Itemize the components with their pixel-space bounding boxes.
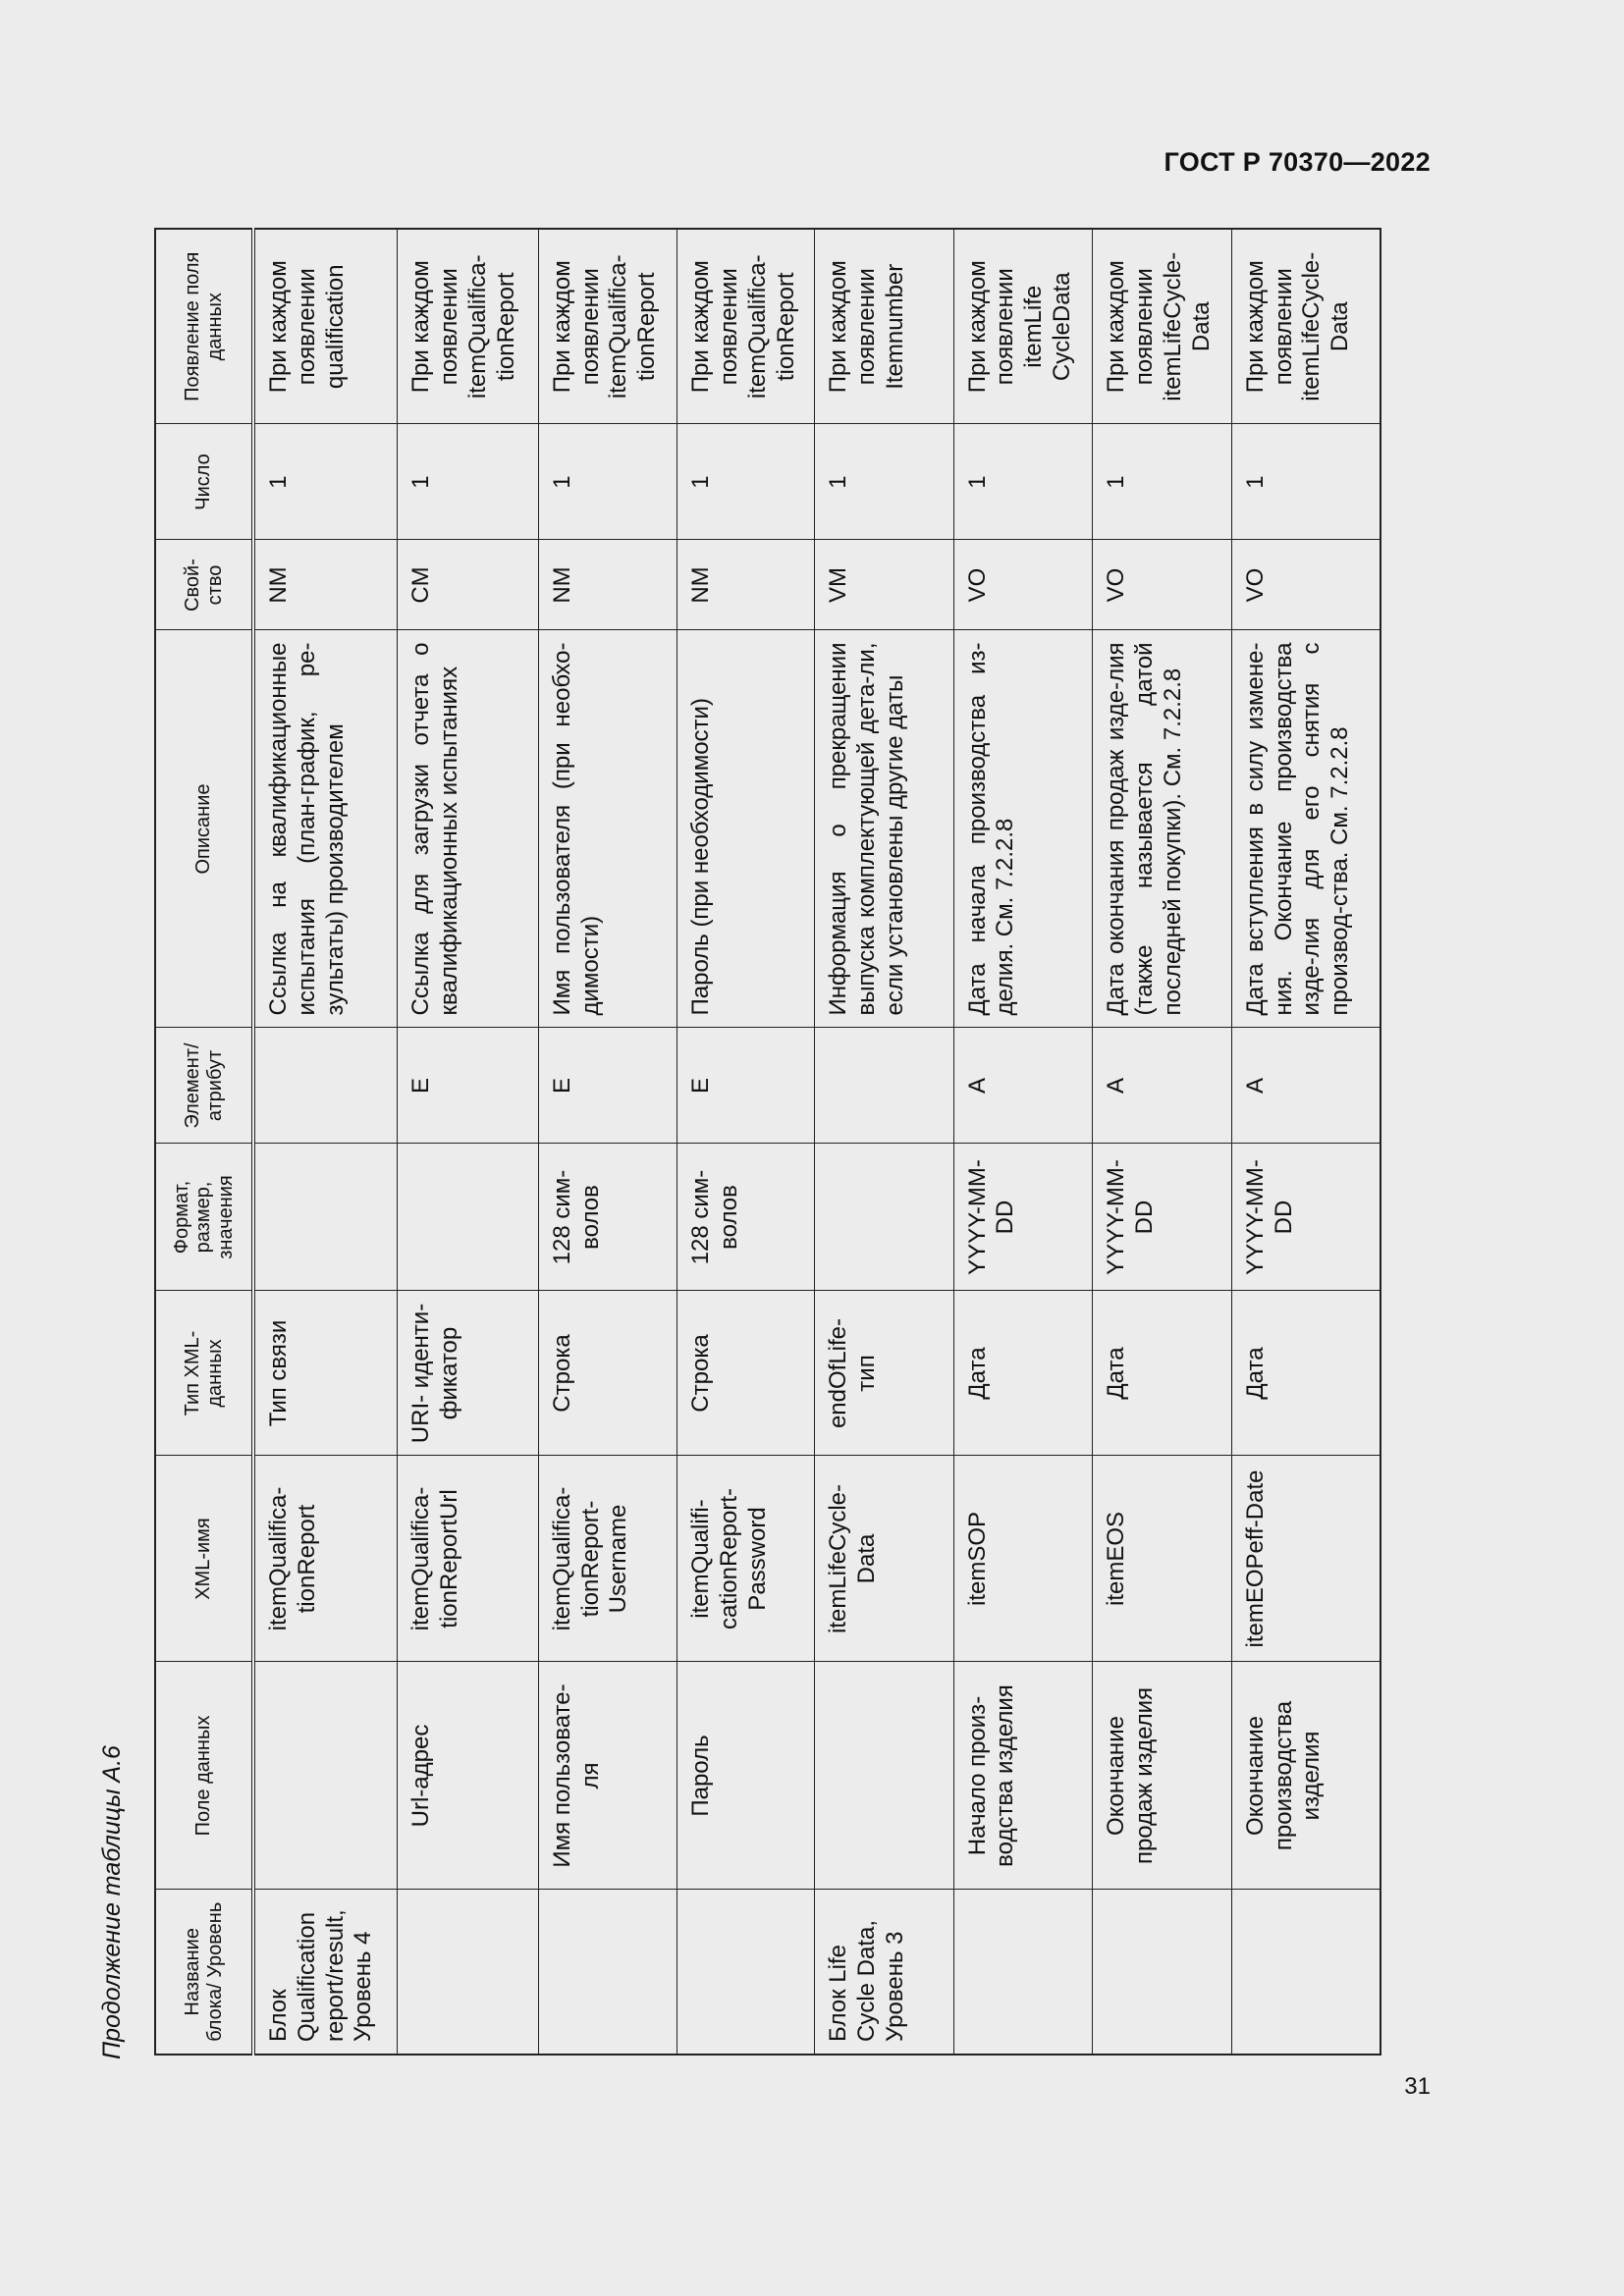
table-body xyxy=(253,229,1380,2055)
cell-format: 128 сим-волов xyxy=(677,1144,815,1291)
cell-xml-name: itemEOPeff-Date xyxy=(1231,1456,1380,1662)
cell-format: YYYY-MM-DD xyxy=(1231,1144,1380,1291)
cell-property: CM xyxy=(398,540,539,630)
cell-count: 1 xyxy=(253,424,398,540)
cell-xml-name: itemEOS xyxy=(1093,1456,1232,1662)
cell-data-field xyxy=(814,1662,953,1890)
cell-format xyxy=(253,1144,398,1291)
cell-format xyxy=(398,1144,539,1291)
table-row xyxy=(1093,229,1232,2055)
table-header-row xyxy=(155,229,253,2055)
header-count: Число xyxy=(155,424,253,540)
cell-property: NM xyxy=(677,540,815,630)
cell-occurrence: При каждом появлении itemLifeCycle-Data xyxy=(1231,229,1380,424)
table-row xyxy=(814,229,953,2055)
cell-element-attribute xyxy=(253,1028,398,1144)
cell-description: Дата вступления в силу измене-ния. Окончание производства изде-лия для его снятия с производ-ства. См. 7.2.2.8 xyxy=(1231,630,1380,1028)
cell-occurrence: При каждом появлении itemLife CycleData xyxy=(953,229,1093,424)
cell-count: 1 xyxy=(398,424,539,540)
cell-description: Дата окончания продаж изде-лия (также называется датой последней покупки). См. 7.2.2.8 xyxy=(1093,630,1232,1028)
header-data-field: Поле данных xyxy=(155,1662,253,1890)
cell-count: 1 xyxy=(538,424,677,540)
cell-format: YYYY-MM-DD xyxy=(953,1144,1093,1291)
table-row xyxy=(953,229,1093,2055)
cell-xml-type: URI- иденти-фикатор xyxy=(398,1291,539,1456)
cell-xml-name: itemLifeCycle-Data xyxy=(814,1456,953,1662)
cell-property: NM xyxy=(253,540,398,630)
cell-xml-type: Строка xyxy=(677,1291,815,1456)
cell-xml-name: itemSOP xyxy=(953,1456,1093,1662)
header-description: Описание xyxy=(155,630,253,1028)
cell-format: 128 сим-волов xyxy=(538,1144,677,1291)
cell-description: Ссылка для загрузки отчета о квалификационных испытаниях xyxy=(398,630,539,1028)
header-xml-name: XML-имя xyxy=(155,1456,253,1662)
cell-format xyxy=(814,1144,953,1291)
cell-element-attribute: E xyxy=(538,1028,677,1144)
table-row xyxy=(677,229,815,2055)
cell-data-field xyxy=(253,1662,398,1890)
cell-occurrence: При каждом появлении Itemnumber xyxy=(814,229,953,424)
cell-occurrence: При каждом появлении itemQualifica-tionReport xyxy=(538,229,677,424)
table-row xyxy=(398,229,539,2055)
cell-block-level xyxy=(1231,1890,1380,2055)
header-element-attribute: Элемент/ атрибут xyxy=(155,1028,253,1144)
cell-xml-type: Дата xyxy=(1093,1291,1232,1456)
page-number: 31 xyxy=(1404,2073,1431,2100)
cell-data-field: Окончание производства изделия xyxy=(1231,1662,1380,1890)
cell-property: VO xyxy=(953,540,1093,630)
cell-block-level xyxy=(953,1890,1093,2055)
cell-block-level xyxy=(677,1890,815,2055)
cell-property: VM xyxy=(814,540,953,630)
cell-occurrence: При каждом появлении itemLifeCycle-Data xyxy=(1093,229,1232,424)
cell-occurrence: При каждом появлении itemQualifica-tionReport xyxy=(398,229,539,424)
cell-occurrence: При каждом появлении qualification xyxy=(253,229,398,424)
table-row xyxy=(253,229,398,2055)
cell-property: NM xyxy=(538,540,677,630)
header-block-level: Название блока/ Уровень xyxy=(155,1890,253,2055)
cell-element-attribute: A xyxy=(1231,1028,1380,1144)
cell-xml-type: Строка xyxy=(538,1291,677,1456)
cell-element-attribute: E xyxy=(398,1028,539,1144)
cell-description: Информация о прекращении выпуска комплектующей дета-ли, если установлены другие даты xyxy=(814,630,953,1028)
cell-description: Пароль (при необходимости) xyxy=(677,630,815,1028)
cell-data-field: Имя пользовате-ля xyxy=(538,1662,677,1890)
cell-description: Дата начала производства из-делия. См. 7.2.2.8 xyxy=(953,630,1093,1028)
cell-block-level xyxy=(1093,1890,1232,2055)
cell-block-level: Блок Qualification report/result, Уровень 4 xyxy=(253,1890,398,2055)
cell-property: VO xyxy=(1231,540,1380,630)
cell-xml-type: Дата xyxy=(953,1291,1093,1456)
table-row xyxy=(1231,229,1380,2055)
cell-format: YYYY-MM-DD xyxy=(1093,1144,1232,1291)
cell-xml-type: endOfLife-тип xyxy=(814,1291,953,1456)
standard-designation: ГОСТ Р 70370—2022 xyxy=(1164,147,1431,177)
cell-element-attribute: E xyxy=(677,1028,815,1144)
table-row xyxy=(538,229,677,2055)
cell-block-level xyxy=(538,1890,677,2055)
header-format: Формат, размер, значения xyxy=(155,1144,253,1291)
cell-count: 1 xyxy=(953,424,1093,540)
cell-count: 1 xyxy=(677,424,815,540)
cell-property: VO xyxy=(1093,540,1232,630)
cell-xml-name: itemQualifica-tionReport xyxy=(253,1456,398,1662)
header-occurrence: Появление поля данных xyxy=(155,229,253,424)
table-caption-wrap xyxy=(98,1745,157,2059)
cell-xml-name: itemQualifi-cationReport-Password xyxy=(677,1456,815,1662)
cell-description: Имя пользователя (при необхо-димости) xyxy=(538,630,677,1028)
cell-xml-name: itemQualifica-tionReportUrl xyxy=(398,1456,539,1662)
cell-count: 1 xyxy=(814,424,953,540)
cell-xml-name: itemQualifica-tionReport-Username xyxy=(538,1456,677,1662)
rotated-table-container xyxy=(154,230,1381,2056)
cell-data-field: Url-адрес xyxy=(398,1662,539,1890)
cell-count: 1 xyxy=(1093,424,1232,540)
data-table xyxy=(154,228,1381,2056)
cell-occurrence: При каждом появлении itemQualifica-tionReport xyxy=(677,229,815,424)
cell-element-attribute: A xyxy=(953,1028,1093,1144)
cell-xml-type: Тип связи xyxy=(253,1291,398,1456)
cell-data-field: Начало произ-водства изделия xyxy=(953,1662,1093,1890)
cell-block-level: Блок Life Cycle Data, Уровень 3 xyxy=(814,1890,953,2055)
header-xml-type: Тип XML-данных xyxy=(155,1291,253,1456)
cell-data-field: Пароль xyxy=(677,1662,815,1890)
cell-xml-type: Дата xyxy=(1231,1291,1380,1456)
cell-element-attribute xyxy=(814,1028,953,1144)
header-property: Свой-ство xyxy=(155,540,253,630)
table-caption: Продолжение таблицы А.6 xyxy=(98,1745,126,2059)
cell-element-attribute: A xyxy=(1093,1028,1232,1144)
cell-data-field: Окончание продаж изделия xyxy=(1093,1662,1232,1890)
cell-count: 1 xyxy=(1231,424,1380,540)
cell-description: Ссылка на квалификационные испытания (план-график, ре-зультаты) производителем xyxy=(253,630,398,1028)
cell-block-level xyxy=(398,1890,539,2055)
